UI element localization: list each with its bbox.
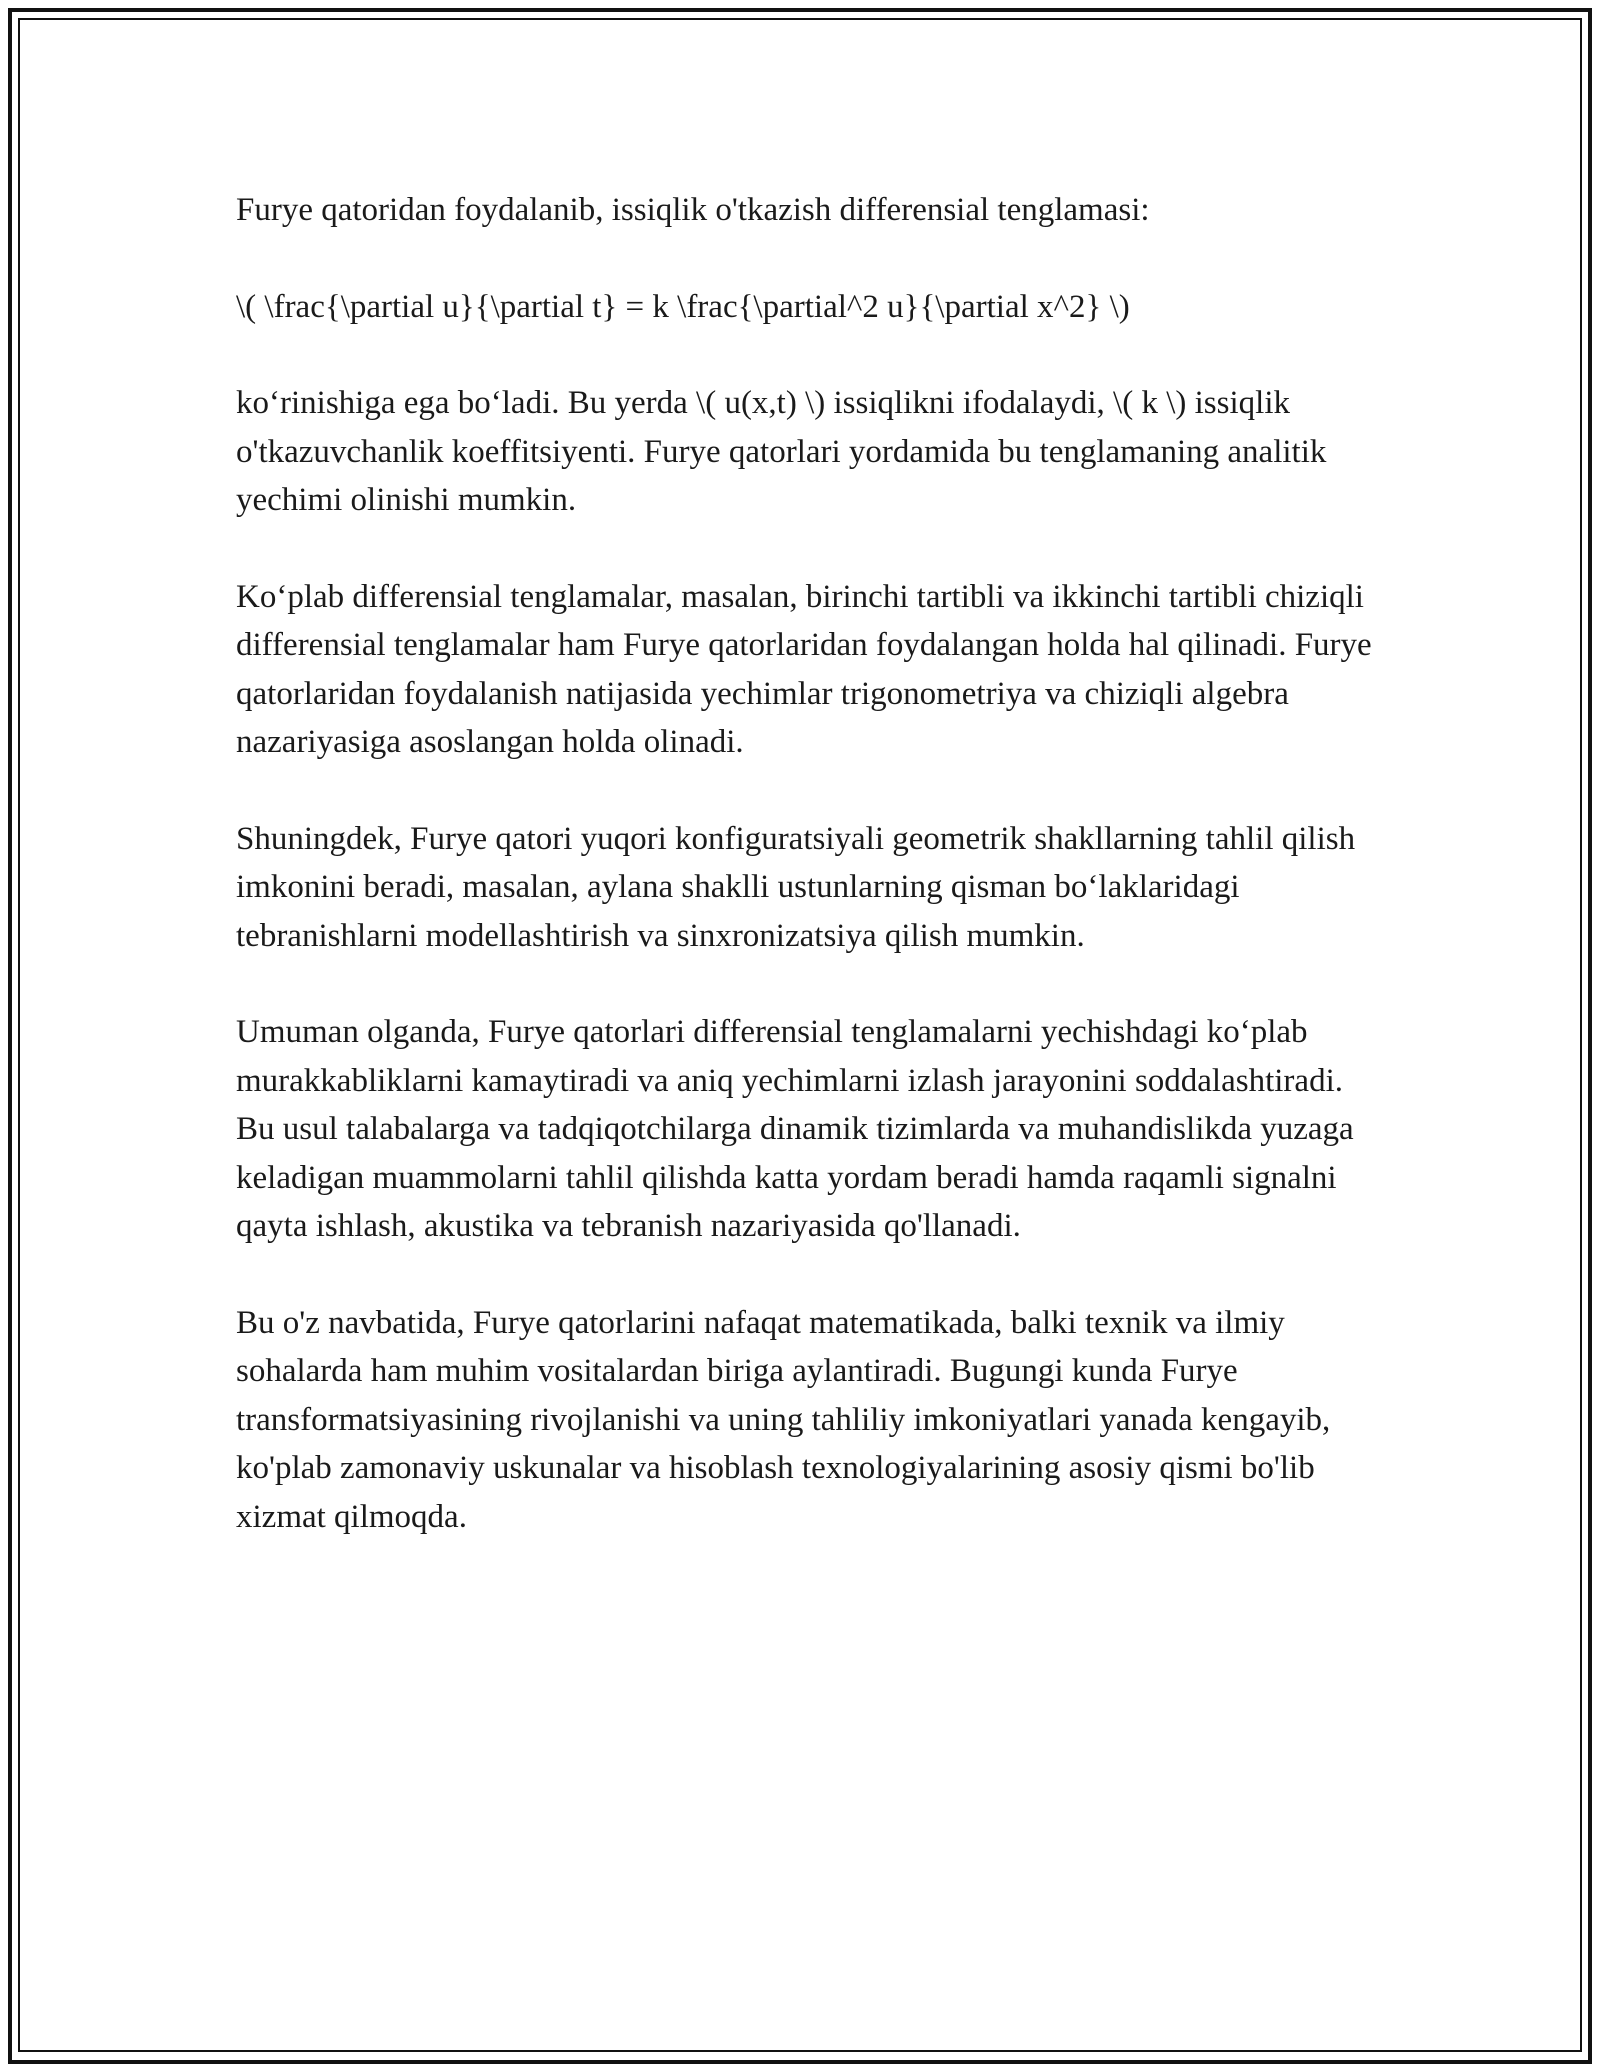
paragraph-intro: Furye qatoridan foydalanib, issiqlik o'tkazish differensial tenglamasi: bbox=[236, 192, 1150, 228]
document-body bbox=[236, 186, 1376, 1589]
paragraph-differential-equations: Ko‘plab differensial tenglamalar, masalan, birinchi tartibli va ikkinchi tartibli chiziqli differensial tenglamalar ham Furye qatorlaridan foydalangan holda hal qilinadi. Furye qatorlaridan foydalanish natijasida yechimlar trigonometriya va chiziqli algebra nazariyasiga asoslangan holda olinadi. bbox=[236, 578, 1372, 760]
paragraph-conclusion: Bu o'z navbatida, Furye qatorlarini nafaqat matematikada, balki texnik va ilmiy sohalarda ham muhim vositalardan biriga aylantiradi. Bugungi kunda Furye transformatsiyasining rivojlanishi va uning tahliliy imkoniyatlari yanada kengayib, ko'plab zamonaviy uskunalar va hisoblash texnologiyalarining asosiy qismi bo'lib xizmat qilmoqda. bbox=[236, 1304, 1331, 1535]
paragraph-summary: Umuman olganda, Furye qatorlari differensial tenglamalarni yechishdagi ko‘plab murakkabliklarni kamaytiradi va aniq yechimlarni izlash jarayonini soddalashtiradi. Bu usul talabalarga va tadqiqotchilarga dinamik tizimlarda va muhandislikda yuzaga keladigan muammolarni tahlil qilishda katta yordam beradi hamda raqamli signalni qayta ishlash, akustika va tebranish nazariyasida qo'llanadi. bbox=[236, 1014, 1354, 1244]
equation-heat: \( \frac{\partial u}{\partial t} = k \frac{\partial^2 u}{\partial x^2} \) bbox=[236, 288, 1130, 325]
paragraph-geometric-shapes: Shuningdek, Furye qatori yuqori konfiguratsiyali geometrik shakllarning tahlil qilish imkonini beradi, masalan, aylana shaklli ustunlarning qisman bo‘laklaridagi tebranishlarni modellashtirish va sinxronizatsiya qilish mumkin. bbox=[236, 820, 1356, 954]
paragraph-equation-explanation: ko‘rinishiga ega bo‘ladi. Bu yerda \( u(x,t) \) issiqlikni ifodalaydi, \( k \) issiqlik o'tkazuvchanlik koeffitsiyenti. Furye qatorlari yordamida bu tenglamaning analitik yechimi olinishi mumkin. bbox=[236, 385, 1327, 518]
